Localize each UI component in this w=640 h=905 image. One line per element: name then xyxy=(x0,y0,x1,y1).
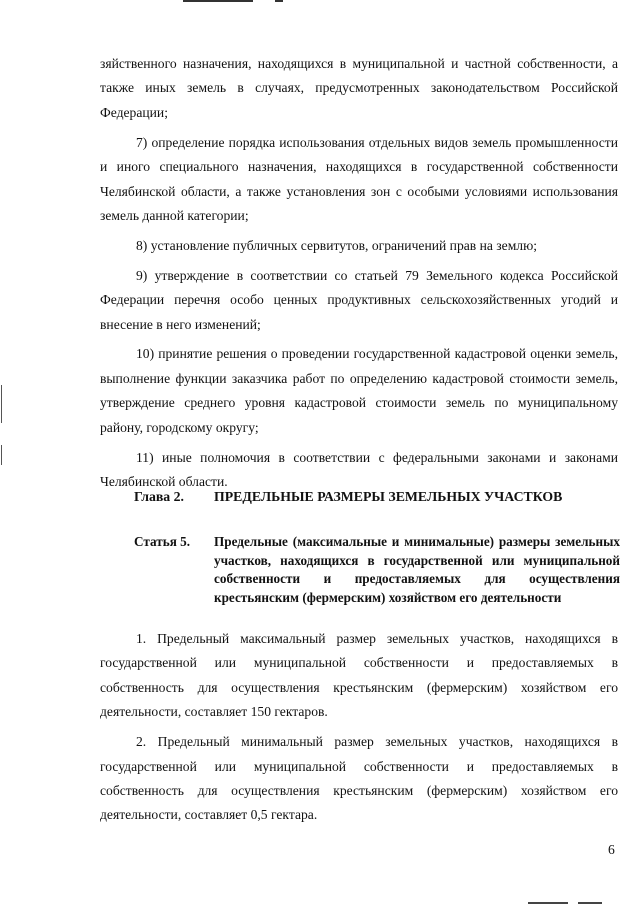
scan-artifact-bottom xyxy=(528,902,568,904)
scan-artifact-left xyxy=(1,385,2,423)
paragraph: 1. Предельный максимальный размер земельных участков, находящихся в государственной или муниципальной собственности и предоставляемых в собственность для осуществления крестьянским (фермерским) хозяйством его деятельности, составляет 150 гектаров. xyxy=(100,631,618,720)
paragraph: 7) определение порядка использования отдельных видов земель промышленности и иного специального назначения, находящихся в государственной собственности Челябинской области, а также установления зон с особыми условиями использования земель данной категории; xyxy=(100,134,618,223)
paragraph: 2. Предельный минимальный размер земельных участков, находящихся в государственной или муниципальной собственности и предоставляемых в собственность для осуществления крестьянским (фермерским) хозяйством его деятельности, составляет 0,5 гектара. xyxy=(100,734,618,823)
paragraph: 11) иные полномочия в соответствии с федеральными законами и законами Челябинской области. xyxy=(100,449,618,489)
chapter-label: Глава 2. xyxy=(134,489,185,504)
page-number: 6 xyxy=(608,842,615,857)
article-label: Статья 5. xyxy=(134,534,191,549)
paragraph: 9) утверждение в соответствии со статьей 79 Земельного кодекса Российской Федерации перечня особо ценных продуктивных сельскохозяйственных угодий и внесение в него изменений; xyxy=(100,267,618,332)
chapter-title: ПРЕДЕЛЬНЫЕ РАЗМЕРЫ ЗЕМЕЛЬНЫХ УЧАСТКОВ xyxy=(214,489,563,504)
scan-artifact-top xyxy=(275,0,283,2)
scan-artifact-bottom xyxy=(578,902,602,904)
body-text-top xyxy=(100,52,618,500)
scan-artifact-top xyxy=(183,0,253,2)
paragraph: 10) принятие решения о проведении государственной кадастровой оценки земель, выполнение функции заказчика работ по определению кадастровой стоимости земель, утверждение среднего уровня кадастровой стоимости земель по муниципальному району, городскому округу; xyxy=(100,346,618,435)
body-text-bottom xyxy=(100,627,618,833)
chapter-heading xyxy=(134,489,624,505)
article-heading xyxy=(134,533,620,607)
paragraph: зяйственного назначения, находящихся в муниципальной и частной собственности, а также иных земель в случаях, предусмотренных законодательством Российской Федерации; xyxy=(100,56,618,120)
scan-artifact-left xyxy=(1,445,2,465)
article-title: Предельные (максимальные и минимальные) размеры земельных участков, находящихся в государственной или муниципальной собственности и предоставляемых для осуществления крестьянским (фермерским) хозяйством его деятельности xyxy=(214,534,620,605)
paragraph: 8) установление публичных сервитутов, ограничений прав на землю; xyxy=(136,237,538,253)
